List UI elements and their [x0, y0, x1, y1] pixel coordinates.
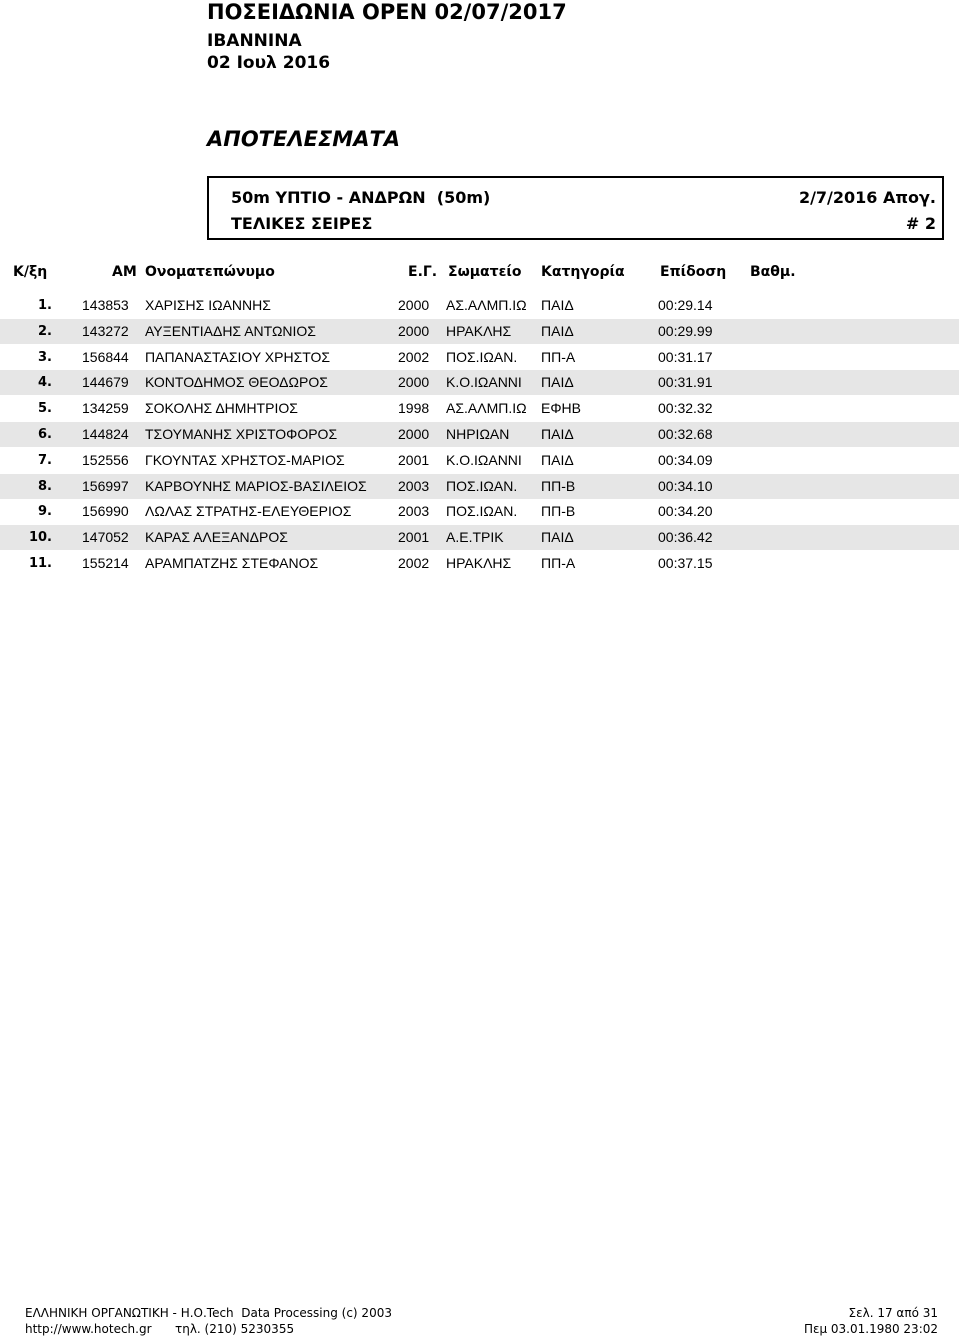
cell-year: 2003 — [398, 503, 430, 519]
footer-org: ΕΛΛΗΝΙΚΗ ΟΡΓΑΝΩΤΙΚΗ - Η.Ο.Tech Data Processing (c) 2003 — [25, 1306, 392, 1320]
table-row — [0, 345, 960, 371]
col-category: Κατηγορία — [541, 264, 625, 280]
meet-date: 02 Ιουλ 2016 — [207, 53, 331, 73]
cell-club: Κ.Ο.ΙΩΑΝΝΙ — [446, 374, 522, 390]
cell-year: 2001 — [398, 529, 430, 545]
meet-city: ΙΒΑΝΝΙΝΑ — [207, 31, 302, 51]
cell-year: 2001 — [398, 452, 430, 468]
cell-category: ΠΑΙΔ — [541, 374, 574, 390]
footer-printed: Πεμ 03.01.1980 23:02 — [803, 1322, 938, 1336]
cell-rank: 11. — [28, 556, 52, 571]
cell-time: 00:29.14 — [658, 297, 713, 313]
cell-time: 00:32.68 — [658, 426, 713, 442]
event-datetime: 2/7/2016 Απογ. — [798, 188, 936, 207]
cell-am: 143272 — [82, 323, 129, 339]
cell-time: 00:34.20 — [658, 503, 713, 519]
cell-club: ΗΡΑΚΛΗΣ — [446, 555, 512, 571]
cell-year: 2002 — [398, 349, 430, 365]
cell-name: ΚΟΝΤΟΔΗΜΟΣ ΘΕΟΔΩΡΟΣ — [145, 374, 328, 390]
cell-am: 155214 — [82, 555, 129, 571]
cell-time: 00:34.10 — [658, 478, 713, 494]
cell-rank: 4. — [38, 375, 52, 390]
table-row — [0, 525, 960, 551]
section-title: ΑΠΟΤΕΛΕΣΜΑΤΑ — [207, 127, 401, 151]
meet-title: ΠΟΣΕΙΔΩΝΙΑ ΟΡΕΝ 02/07/2017 — [207, 0, 567, 24]
cell-rank: 6. — [38, 427, 52, 442]
cell-time: 00:29.99 — [658, 323, 713, 339]
cell-am: 143853 — [82, 297, 129, 313]
event-heat: # 2 — [905, 214, 936, 233]
cell-am: 156844 — [82, 349, 129, 365]
event-round: ΤΕΛΙΚΕΣ ΣΕΙΡΕΣ — [231, 214, 373, 233]
cell-category: ΠΠ-Β — [541, 478, 576, 494]
cell-name: ΤΣΟΥΜΑΝΗΣ ΧΡΙΣΤΟΦΟΡΟΣ — [145, 426, 338, 442]
table-row — [0, 499, 960, 525]
cell-category: ΠΑΙΔ — [541, 297, 574, 313]
table-row — [0, 396, 960, 422]
cell-year: 2000 — [398, 297, 430, 313]
cell-am: 156997 — [82, 478, 129, 494]
cell-rank: 3. — [38, 350, 52, 365]
cell-club: ΑΣ.ΑΛΜΠ.ΙΩ — [446, 297, 527, 313]
cell-year: 2000 — [398, 323, 430, 339]
cell-year: 2000 — [398, 374, 430, 390]
cell-rank: 9. — [38, 504, 52, 519]
cell-name: ΣΟΚΟΛΗΣ ΔΗΜΗΤΡΙΟΣ — [145, 400, 298, 416]
col-name: Ονοματεπώνυμο — [145, 264, 275, 280]
cell-name: ΑΡΑΜΠΑΤΖΗΣ ΣΤΕΦΑΝΟΣ — [145, 555, 319, 571]
cell-rank: 5. — [38, 401, 52, 416]
cell-rank: 7. — [38, 453, 52, 468]
cell-rank: 2. — [38, 324, 52, 339]
cell-am: 134259 — [82, 400, 129, 416]
col-club: Σωματείο — [448, 264, 522, 280]
cell-am: 152556 — [82, 452, 129, 468]
col-points: Βαθμ. — [750, 264, 796, 280]
cell-club: Κ.Ο.ΙΩΑΝΝΙ — [446, 452, 522, 468]
cell-time: 00:37.15 — [658, 555, 713, 571]
footer-tel: τηλ. (210) 5230355 — [175, 1322, 295, 1336]
cell-time: 00:34.09 — [658, 452, 713, 468]
cell-name: ΚΑΡΒΟΥΝΗΣ ΜΑΡΙΟΣ-ΒΑΣΙΛΕΙΟΣ — [145, 478, 367, 494]
table-row — [0, 448, 960, 474]
cell-category: ΠΑΙΔ — [541, 323, 574, 339]
cell-am: 144824 — [82, 426, 129, 442]
cell-name: ΚΑΡΑΣ ΑΛΕΞΑΝΔΡΟΣ — [145, 529, 288, 545]
cell-club: Α.Ε.ΤΡΙΚ — [446, 529, 504, 545]
cell-category: ΕΦΗΒ — [541, 400, 581, 416]
cell-category: ΠΠ-Α — [541, 555, 576, 571]
cell-category: ΠΠ-Α — [541, 349, 576, 365]
col-year: Ε.Γ. — [408, 264, 438, 280]
cell-category: ΠΑΙΔ — [541, 452, 574, 468]
cell-year: 2002 — [398, 555, 430, 571]
cell-time: 00:31.17 — [658, 349, 713, 365]
col-am: ΑΜ — [112, 264, 137, 280]
event-box — [207, 176, 944, 240]
cell-year: 2000 — [398, 426, 430, 442]
cell-category: ΠΑΙΔ — [541, 529, 574, 545]
event-name: 50m ΥΠΤΙΟ - ΑΝΔΡΩΝ (50m) — [231, 188, 491, 207]
cell-time: 00:32.32 — [658, 400, 713, 416]
table-row — [0, 293, 960, 319]
cell-club: ΠΟΣ.ΙΩΑΝ. — [446, 478, 518, 494]
cell-year: 1998 — [398, 400, 430, 416]
cell-am: 147052 — [82, 529, 129, 545]
cell-name: ΓΚΟΥΝΤΑΣ ΧΡΗΣΤΟΣ-ΜΑΡΙΟΣ — [145, 452, 345, 468]
cell-am: 156990 — [82, 503, 129, 519]
cell-category: ΠΑΙΔ — [541, 426, 574, 442]
cell-time: 00:36.42 — [658, 529, 713, 545]
cell-club: ΠΟΣ.ΙΩΑΝ. — [446, 349, 518, 365]
table-row — [0, 422, 960, 448]
footer-page: Σελ. 17 από 31 — [848, 1306, 938, 1320]
table-row — [0, 474, 960, 500]
cell-name: ΧΑΡΙΣΗΣ ΙΩΑΝΝΗΣ — [145, 297, 271, 313]
cell-name: ΑΥΞΕΝΤΙΑΔΗΣ ΑΝΤΩΝΙΟΣ — [145, 323, 316, 339]
cell-club: ΝΗΡΙΩΑΝ — [446, 426, 510, 442]
table-row — [0, 370, 960, 396]
footer-url: http://www.hotech.gr — [25, 1322, 152, 1336]
cell-am: 144679 — [82, 374, 129, 390]
cell-category: ΠΠ-Β — [541, 503, 576, 519]
cell-rank: 1. — [38, 298, 52, 313]
cell-rank: 10. — [28, 530, 52, 545]
cell-rank: 8. — [38, 479, 52, 494]
col-time: Επίδοση — [660, 264, 727, 280]
cell-club: ΠΟΣ.ΙΩΑΝ. — [446, 503, 518, 519]
cell-club: ΗΡΑΚΛΗΣ — [446, 323, 512, 339]
cell-year: 2003 — [398, 478, 430, 494]
col-rank: Κ/ξη — [13, 264, 48, 280]
table-row — [0, 551, 960, 577]
cell-name: ΠΑΠΑΝΑΣΤΑΣΙΟΥ ΧΡΗΣΤΟΣ — [145, 349, 331, 365]
cell-club: ΑΣ.ΑΛΜΠ.ΙΩ — [446, 400, 527, 416]
table-row — [0, 319, 960, 345]
cell-name: ΛΩΛΑΣ ΣΤΡΑΤΗΣ-ΕΛΕΥΘΕΡΙΟΣ — [145, 503, 352, 519]
cell-time: 00:31.91 — [658, 374, 713, 390]
